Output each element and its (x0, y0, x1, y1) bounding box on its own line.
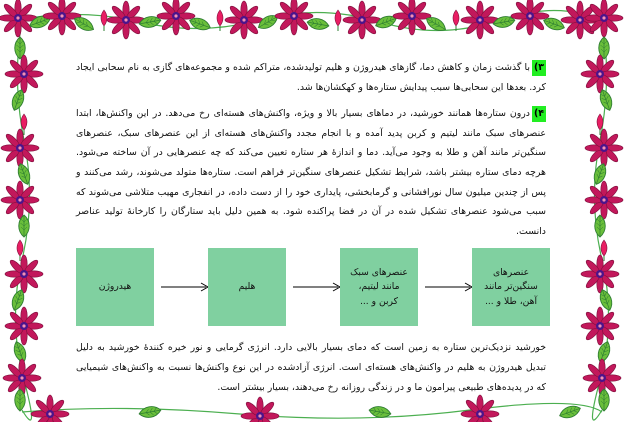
flow-box-hydrogen: هیدروژن (76, 248, 154, 326)
document-body (76, 58, 546, 422)
paragraph-sun (76, 338, 546, 397)
paragraph-number-badge: ۴) (532, 106, 546, 122)
flow-box-helium: هلیم (208, 248, 286, 326)
paragraph-4 (76, 104, 546, 241)
paragraph-3 (76, 58, 546, 97)
flow-arrow-icon (424, 280, 474, 294)
paragraph-number-badge: ۳) (532, 60, 546, 76)
paragraph-text: با گذشت زمان و کاهش دما، گازهای هیدروژن و هلیم تولیدشده، متراکم شده و مجموعه‌های گازی به نام سحابی ایجاد کرد. بعدها این سحابی‌ها سبب پیدایش ستاره‌ها و کهکشان‌ها شد. (76, 62, 546, 93)
flow-arrow-icon (160, 280, 210, 294)
flow-arrow-icon (292, 280, 342, 294)
flow-box-heavy-elements: عنصرهای سنگین‌تر مانند آهن، طلا و ... (472, 248, 550, 326)
paragraph-text: درون ستاره‌ها همانند خورشید، در دماهای بسیار بالا و ویژه، واکنش‌های هسته‌ای رخ می‌دهد. در این واکنش‌ها، ابتدا عنصرهای سبک مانند لیتیم و کربن پدید آمده و با انجام مجدد واکنش‌های هسته‌ای از این عنصرهای سبک، عنصرهای سنگین‌تر مانند آهن و طلا به وجود می‌آید. دما و اندازهٔ هر ستاره تعیین می‌کند که چه عنصرهایی در آن ساخته می‌شود. هرچه دمای ستاره بیشتر باشد، شرایط تشکیل عنصرهای سنگین‌تر فراهم است. ستاره‌ها متولد می‌شوند، رشد می‌کنند و پس از چندین میلیون سال نورافشانی و گرمابخشی، پایداری خود را از دست داده، در انفجاری مهیب متلاشی می‌شوند که سبب می‌شود عنصرهای تشکیل شده در آن در فضا پراکنده شود. به همین دلیل باید ستارگان را کارخانهٔ تولید عناصر دانست. (76, 108, 546, 237)
flow-box-light-elements: عنصرهای سبک مانند لیتیم، کربن و ... (340, 248, 418, 326)
element-formation-flowchart (76, 248, 546, 328)
paragraph-text: خورشید نزدیک‌ترین ستاره به زمین است که دمای بسیار بالایی دارد. انرژی گرمایی و نور خیره کنندهٔ خورشید به دلیل تبدیل هیدروژن به هلیم در واکنش‌های هسته‌ای است. انرژی آزادشده در این نوع واکنش‌ها نسبت به واکنش‌های شیمیایی که در پدیده‌های طبیعی پیرامون ما و در زندگی روزانه رخ می‌دهند، بسیار بیشتر است. (76, 342, 546, 393)
